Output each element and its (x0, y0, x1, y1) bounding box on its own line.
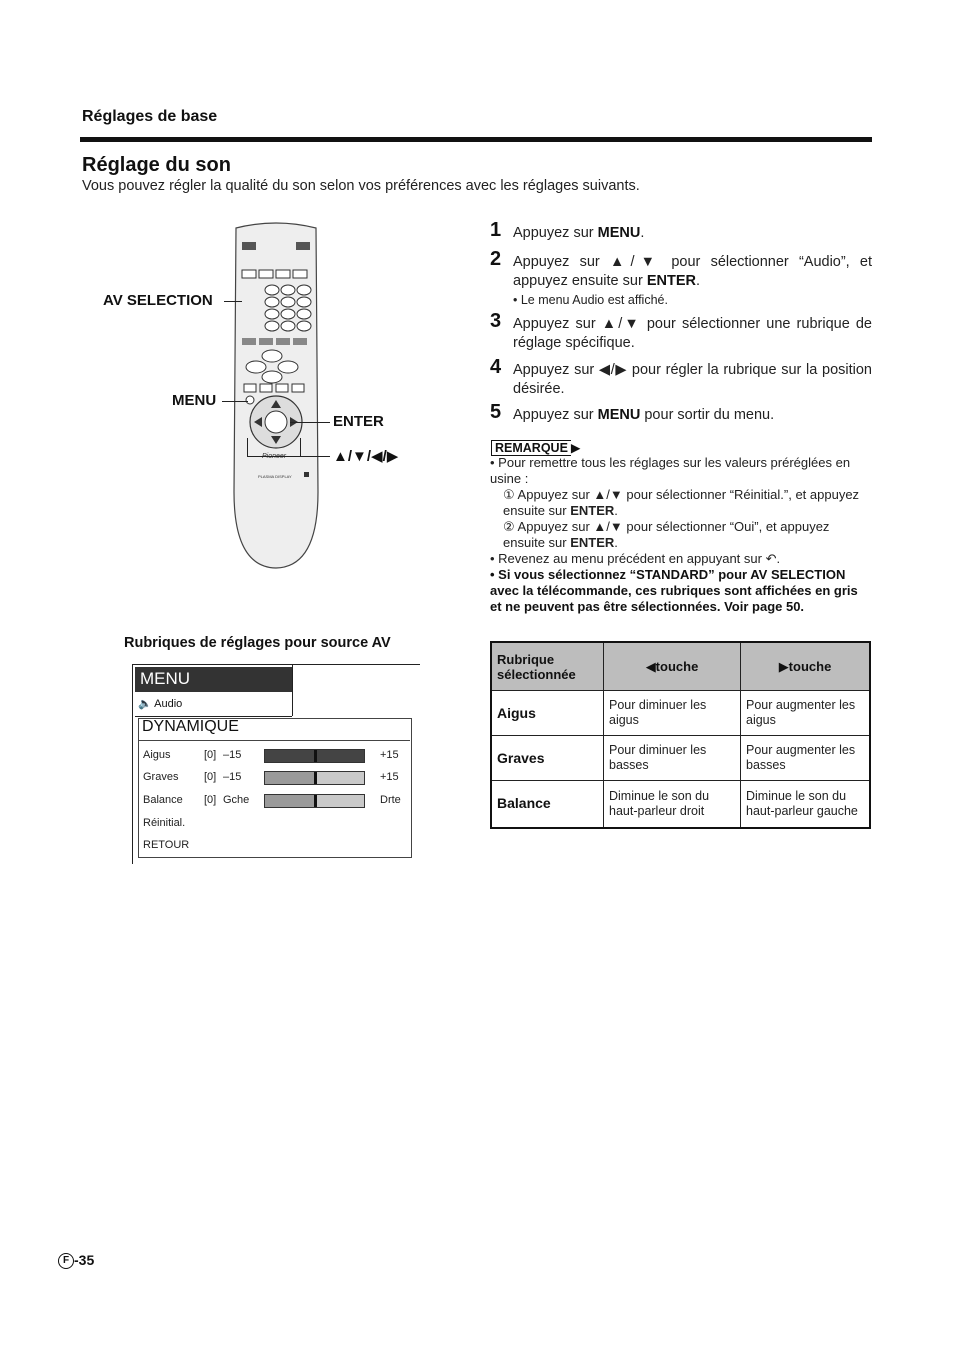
remarque-notes: • Pour remettre tous les réglages sur les valeurs préréglées en usine : ① Appuyez sur ▲/▼ pour sélectionner “Réinitial.”, et appuyez ensuite sur ENTER. ② Appuyez sur ▲/▼ pour sélectionner “Oui”, et appuyez ensuite sur ENTER. • Revenez au menu précédent en appuyant sur ↶. • Si vous sélectionnez “STANDARD” pour AV SELECTION avec la télécommande, ces rubriques sont affichées en gris et ne peuvent pas être sélectionnées. Voir page 50. (490, 455, 860, 614)
osd-row-value: [0] (204, 749, 217, 761)
mode-title: DYNAMIQUE (138, 718, 410, 741)
step-2: 2 Appuyez sur ▲/▼ pour sélectionner “Audio”, et appuyez ensuite sur ENTER. • Le menu Audio est affiché. (490, 248, 872, 307)
menu-frame-top (132, 664, 420, 665)
table-row: Aigus Pour diminuer les aigus Pour augmenter les aigus (491, 691, 870, 736)
menu-callout: MENU (172, 392, 217, 409)
osd-level-marker (314, 750, 317, 762)
menu-frame-line (135, 716, 292, 717)
step-5: 5 Appuyez sur MENU pour sortir du menu. (490, 401, 775, 423)
table-row: Graves Pour diminuer les basses Pour augmenter les basses (491, 736, 870, 781)
osd-row-value: [0] (204, 771, 217, 783)
menu-caption: Rubriques de réglages pour source AV (124, 635, 391, 651)
page-title: Réglage du son (82, 154, 231, 176)
remote-control-illustration (232, 222, 320, 572)
osd-row-max: +15 (380, 771, 399, 783)
osd-row-max: Drte (380, 794, 401, 806)
callout-line (247, 456, 330, 457)
osd-level-bar (264, 749, 365, 763)
intro-text: Vous pouvez régler la qualité du son selon vos préférences avec les réglages suivants. (82, 178, 640, 194)
arrows-callout: ▲/▼/◀/▶ (333, 448, 399, 465)
osd-level-fill (265, 772, 315, 784)
enter-callout: ENTER (333, 413, 384, 430)
osd-row-label: Graves (143, 771, 179, 783)
menu-bar: MENU (135, 667, 292, 692)
button-table (490, 641, 871, 829)
remarque-label: REMARQUE ▶ (491, 440, 581, 455)
return-icon: ↶ (765, 551, 777, 566)
osd-back-item: RETOUR (143, 839, 190, 851)
osd-row-value: [0] (204, 794, 217, 806)
osd-level-marker (314, 772, 317, 784)
step-1: 1 Appuyez sur MENU. (490, 219, 645, 241)
menu-frame-divider (292, 664, 293, 716)
step-3: 3 Appuyez sur ▲/▼ pour sélectionner une rubrique de réglage spécifique. (490, 310, 872, 351)
audio-tab: 🔈 Audio (138, 698, 183, 710)
page-number: F -35 (58, 1252, 94, 1269)
osd-row-label: Balance (143, 794, 183, 806)
callout-line (300, 438, 301, 456)
callout-line (247, 438, 248, 456)
step-4: 4 Appuyez sur ◀/▶ pour régler la rubrique sur la position désirée. (490, 356, 872, 397)
section-header: Réglages de base (82, 108, 218, 125)
remote-footer: PLASMA DISPLAY (258, 474, 292, 479)
osd-level-bar (264, 794, 365, 808)
osd-reset-item: Réinitial. (143, 817, 186, 829)
table-header: ▶touche (741, 642, 871, 691)
callout-line (290, 422, 330, 423)
osd-row-min: –15 (223, 771, 242, 783)
osd-level-bar (264, 771, 365, 785)
osd-level-fill (265, 795, 315, 807)
osd-row-label: Aigus (143, 749, 171, 761)
speaker-icon: 🔈 (138, 698, 152, 710)
table-header: ◀touche (604, 642, 741, 691)
osd-row-min: Gche (223, 794, 250, 806)
menu-frame-left (132, 664, 133, 864)
table-header: Rubrique sélectionnée (491, 642, 604, 691)
osd-row-max: +15 (380, 749, 399, 761)
callout-line (224, 301, 242, 302)
osd-level-marker (314, 795, 317, 807)
av-selection-callout: AV SELECTION (103, 292, 213, 309)
header-rule (80, 137, 872, 142)
table-row: Balance Diminue le son du haut-parleur droit Diminue le son du haut-parleur gauche (491, 781, 870, 828)
callout-line (222, 401, 248, 402)
osd-row-min: –15 (223, 749, 242, 761)
